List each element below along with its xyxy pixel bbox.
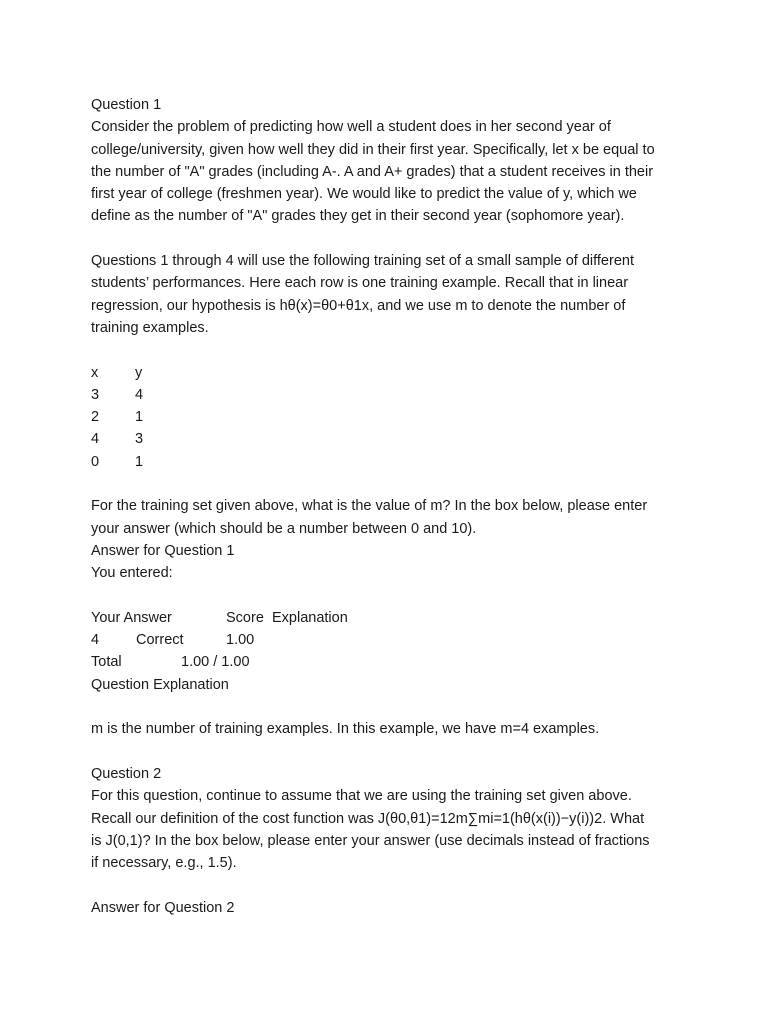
- question-2-prompt: For this question, continue to assume that we are using the training set given above. Recall our definition of the cost function was J(θ0,θ1)=12m∑mi=1(hθ(x(i))−y(i))2. What is J(0,1)? In the box below, please enter your answer (use decimals instead of fractions if necessary, e.g., 1.5).: [91, 788, 650, 872]
- total-row: [91, 651, 691, 673]
- table-row: 4 3: [91, 431, 144, 448]
- question-1-paragraph-2: Questions 1 through 4 will use the following training set of a small sample of different students’ performances. Here each row is one training example. Recall that in linear regression, our hypothesis is hθ(x)=θ0+θ1x, and we use m to denote the number of training examples.: [91, 253, 634, 336]
- table-row: [91, 629, 691, 651]
- score-table: [91, 607, 691, 674]
- question-explanation-heading: Question Explanation: [91, 676, 229, 693]
- table-row: 3 4: [91, 386, 144, 403]
- score-value: 1.00: [226, 632, 255, 649]
- answer-2-heading: Answer for Question 2: [91, 899, 235, 916]
- table-row: 2 1: [91, 409, 144, 426]
- total-value: 1.00 / 1.00: [181, 654, 250, 671]
- you-entered-label: You entered:: [91, 565, 173, 582]
- column-header-y: y: [135, 364, 143, 381]
- correct-status: Correct: [136, 632, 184, 649]
- score-table-header: [91, 607, 691, 629]
- answer-1-heading: Answer for Question 1: [91, 542, 235, 559]
- training-set-header: [91, 362, 691, 384]
- column-header-score: Score: [226, 609, 264, 626]
- column-header-x: x: [91, 364, 99, 381]
- question-explanation-text: m is the number of training examples. In this example, we have m=4 examples.: [91, 721, 600, 738]
- document-body: [91, 94, 691, 919]
- column-header-your-answer: Your Answer: [91, 609, 172, 626]
- training-set-table: [91, 362, 691, 473]
- question-1-heading: Question 1: [91, 97, 162, 113]
- column-header-explanation: Explanation: [272, 609, 348, 626]
- table-row: 0 1: [91, 453, 144, 470]
- question-1-paragraph-1: Consider the problem of predicting how well a student does in her second year of college/university, given how well they did in their first year. Specifically, let x be equal to the number of "A" grades (including A-. A and A+ grades) that a student receives in their first year of college (freshmen year). We would like to predict the value of y, which we define as the number of "A" grades they get in their second year (sophomore year).: [91, 119, 655, 225]
- question-2-heading: Question 2: [91, 765, 162, 782]
- total-label: Total: [91, 654, 122, 671]
- question-1-prompt: For the training set given above, what is the value of m? In the box below, please enter your answer (which should be a number between 0 and 10).: [91, 498, 648, 537]
- your-answer-value: 4: [91, 632, 100, 649]
